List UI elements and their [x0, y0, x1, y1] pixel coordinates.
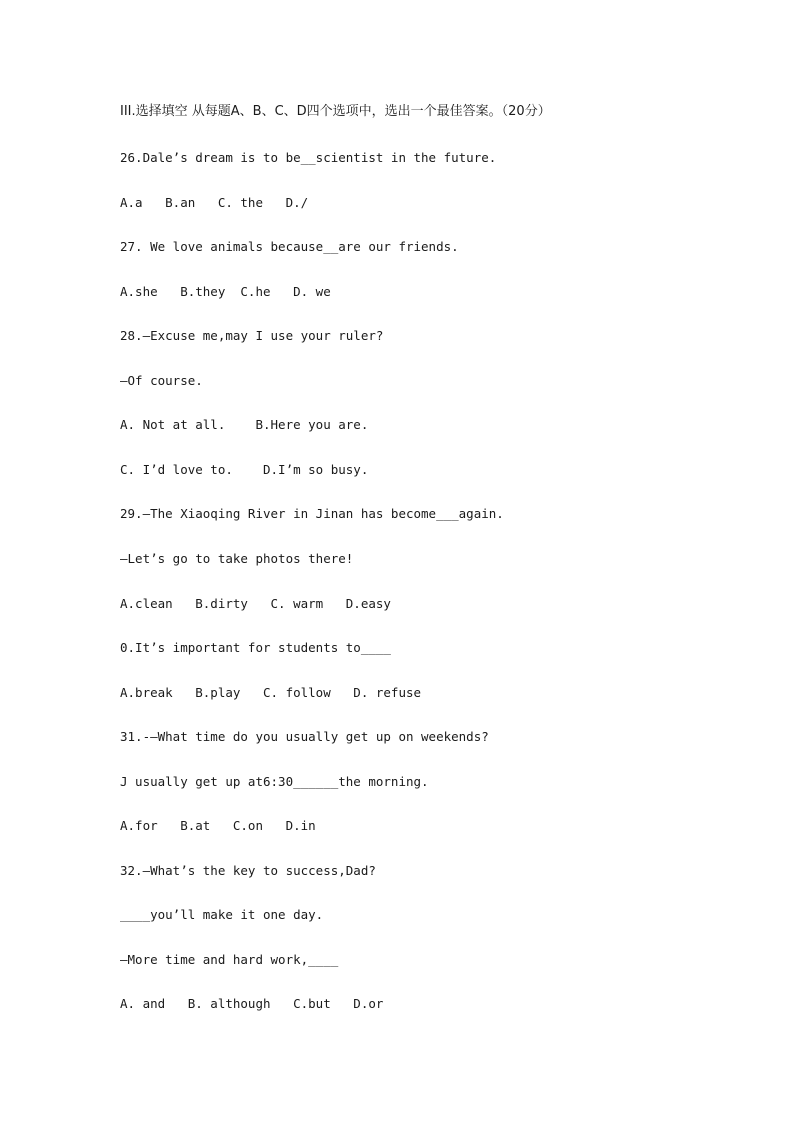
- options-28-ab: A. Not at all. B.Here you are.: [120, 417, 369, 432]
- question-30: 0.It’s important for students to____: [120, 640, 391, 655]
- section-title: III.选择填空 从每题A、B、C、D四个选项中，选出一个最佳答案。（20分）: [120, 104, 551, 119]
- question-32: 32.—What’s the key to success,Dad?: [120, 863, 376, 878]
- options-32: A. and B. although C.but D.or: [120, 996, 384, 1011]
- dialogue-32-reply: —More time and hard work,____: [120, 952, 339, 967]
- question-29: 29.—The Xiaoqing River in Jinan has become___again.: [120, 506, 504, 521]
- question-28: 28.—Excuse me,may I use your ruler?: [120, 328, 384, 343]
- question-27: 27. We love animals because__are our friends.: [120, 239, 459, 254]
- dialogue-29-reply: —Let’s go to take photos there!: [120, 551, 354, 566]
- options-26: A.a B.an C. the D./: [120, 195, 309, 210]
- options-29: A.clean B.dirty C. warm D.easy: [120, 596, 391, 611]
- dialogue-28-reply: —Of course.: [120, 373, 203, 388]
- options-30: A.break B.play C. follow D. refuse: [120, 685, 422, 700]
- options-31: A.for B.at C.on D.in: [120, 818, 316, 833]
- question-31: 31.-—What time do you usually get up on weekends?: [120, 729, 489, 744]
- options-28-cd: C. I’d love to. D.I’m so busy.: [120, 462, 369, 477]
- question-26: 26.Dale’s dream is to be__scientist in the future.: [120, 150, 497, 165]
- options-27: A.she B.they C.he D. we: [120, 284, 331, 299]
- dialogue-32-line: ____you’ll make it one day.: [120, 907, 324, 922]
- dialogue-31-reply: J usually get up at6:30______the morning.: [120, 774, 429, 789]
